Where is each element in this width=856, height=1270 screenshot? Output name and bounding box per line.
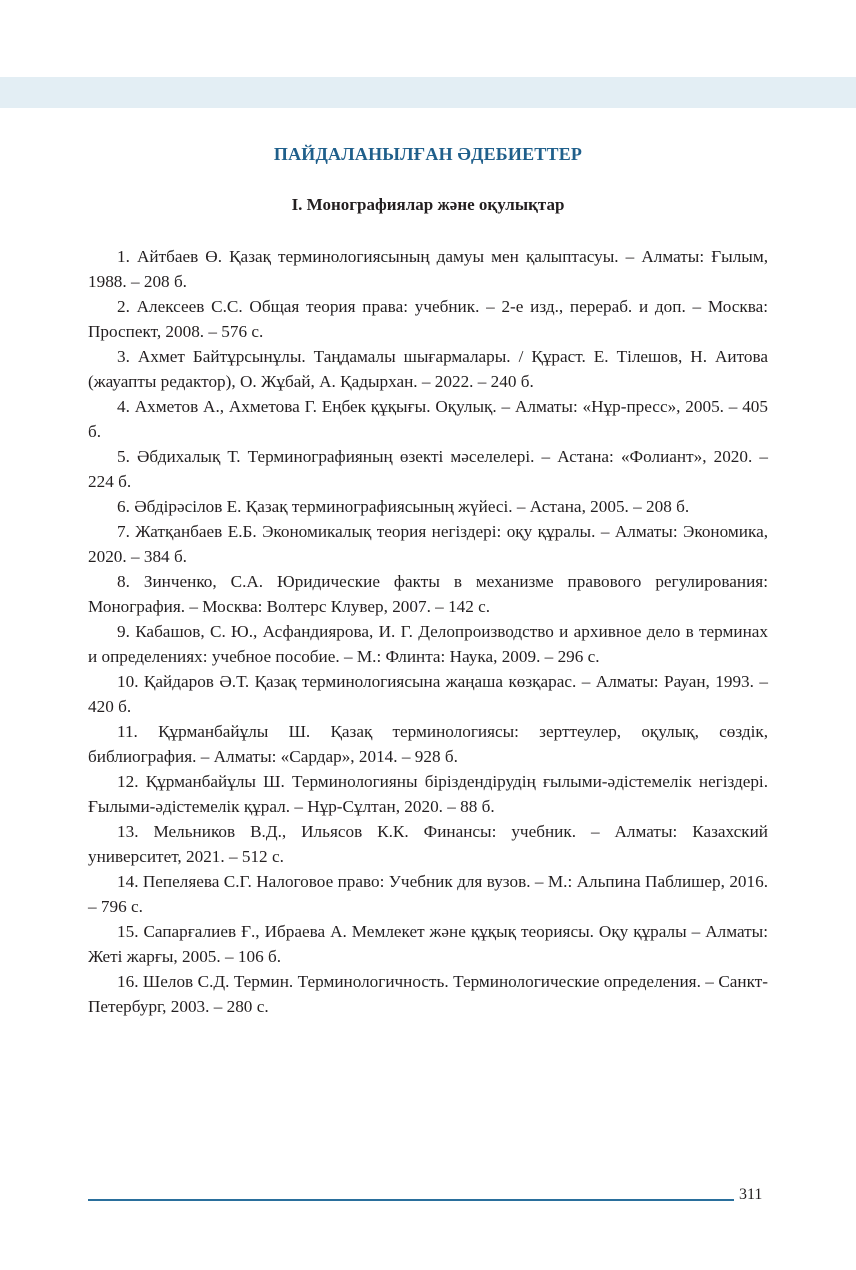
page-title: ПАЙДАЛАНЫЛҒАН ӘДЕБИЕТТЕР <box>273 144 583 164</box>
reference-item: 7. Жатқанбаев Е.Б. Экономикалық теория негіздері: оқу құралы. – Алматы: Экономика, 2020. – 384 б. <box>88 522 768 566</box>
reference-item: 1. Айтбаев Ө. Қазақ терминологиясының дамуы мен қалыптасуы. – Алматы: Ғылым, 1988. – 208 б. <box>88 247 768 291</box>
header-band <box>0 77 856 108</box>
reference-item: 5. Әбдихалық Т. Терминографияның өзекті мәселелері. – Астана: «Фолиант», 2020. – 224 б. <box>88 447 768 491</box>
reference-item: 11. Құрманбайұлы Ш. Қазақ терминологиясы: зерттеулер, оқулық, сөздік, библиография. – Алматы: «Сардар», 2014. – 928 б. <box>88 722 768 766</box>
reference-item: 8. Зинченко, С.А. Юридические факты в механизме правового регулирования: Монография. – Москва: Волтерс Клувер, 2007. – 142 с. <box>88 572 768 616</box>
reference-item: 3. Ахмет Байтұрсынұлы. Таңдамалы шығармалары. / Құраст. Е. Тілешов, Н. Аитова (жауапты редактор), О. Жұбай, А. Қадырхан. – 2022. – 240 б. <box>88 347 768 391</box>
section-title: I. Монографиялар және оқулықтар <box>291 195 565 214</box>
reference-item: 15. Сапарғалиев Ғ., Ибраева А. Мемлекет және құқық теориясы. Оқу құралы – Алматы: Жеті жарғы, 2005. – 106 б. <box>88 922 768 966</box>
reference-item: 10. Қайдаров Ә.Т. Қазақ терминологиясына жаңаша көзқарас. – Алматы: Рауан, 1993. – 420 б. <box>88 672 768 716</box>
reference-item: 14. Пепеляева С.Г. Налоговое право: Учебник для вузов. – М.: Альпина Паблишер, 2016. – 796 с. <box>88 872 768 916</box>
reference-item: 12. Құрманбайұлы Ш. Терминологияны біріздендірудің ғылыми-әдістемелік негіздері. Ғылыми-әдістемелік құрал. – Нұр-Сұлтан, 2020. – 88 б. <box>88 772 768 816</box>
reference-list <box>88 244 768 1019</box>
reference-item: 9. Кабашов, С. Ю., Асфандиярова, И. Г. Делопроизводство и архивное дело в терминах и определениях: учебное пособие. – М.: Флинта: Наука, 2009. – 296 с. <box>88 622 768 666</box>
reference-item: 4. Ахметов А., Ахметова Г. Еңбек құқығы. Оқулық. – Алматы: «Нұр-пресс», 2005. – 405 б. <box>88 397 768 441</box>
reference-item: 6. Әбдірәсілов Е. Қазақ терминографиясының жүйесі. – Астана, 2005. – 208 б. <box>117 497 690 516</box>
footer-divider <box>88 1199 734 1201</box>
reference-item: 2. Алексеев С.С. Общая теория права: учебник. – 2-е изд., перераб. и доп. – Москва: Проспект, 2008. – 576 с. <box>88 297 768 341</box>
reference-item: 16. Шелов С.Д. Термин. Терминологичность. Терминологические определения. – Санкт-Петербург, 2003. – 280 с. <box>88 972 768 1016</box>
page-number: 311 <box>739 1186 763 1203</box>
reference-item: 13. Мельников В.Д., Ильясов К.К. Финансы: учебник. – Алматы: Казахский университет, 2021. – 512 с. <box>88 822 768 866</box>
